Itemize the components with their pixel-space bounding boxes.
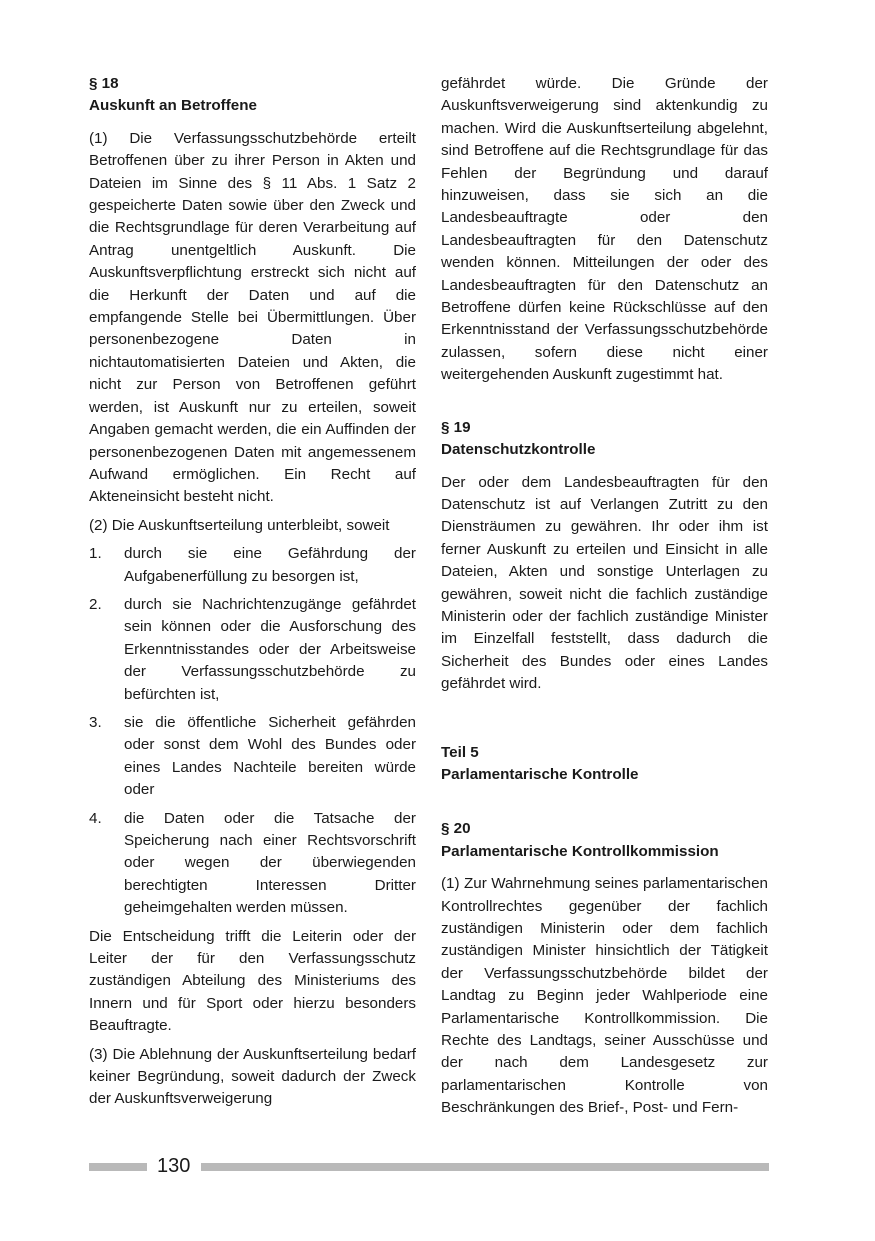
- section-19-title: Datenschutzkontrolle: [441, 441, 596, 459]
- list-item-number: 4.: [89, 809, 102, 827]
- list-item: [89, 543, 416, 588]
- section-18-paragraph-1: (1) Die Verfassungsschutzbehörde erteilt Betroffenen über zu ihrer Person in Akten und Dateien im Sinne des § 11 Abs. 1 Satz 2 gespeicherte Daten sowie über den Zweck und die Rechtsgrundlage für deren Verarbeitung auf Antrag unentgeltlich Auskunft. Die Auskunftsverpflichtung erstreckt sich nicht auf die Herkunft der Daten und auf die empfangende Stelle bei Übermittlungen. Über personenbezogene Daten in nichtautomatisierten Dateien und Akten, die nicht zur Person von Betroffenen geführt werden, ist Auskunft nur zu erteilen, soweit Angaben gemacht werden, die ein Auffinden der personenbezogenen Daten mit angemessenem Aufwand ermöglichen. Ein Recht auf Akteneinsicht besteht nicht.: [89, 129, 416, 506]
- section-19-paragraph: Der oder dem Landesbeauftragten für den Datenschutz ist auf Verlangen Zutritt zu den Diensträumen zu gewähren. Ihr oder ihm ist ferner Auskunft zu erteilen und Einsicht in alle Dateien, Akten und sonstige Unterlagen zu gewähren, soweit nicht die fachlich zuständige Ministerin oder der fachlich zuständige Minister im Einzelfall feststellt, dass dadurch die Sicherheit des Bundes oder eines Landes gefährdet wird.: [441, 473, 768, 693]
- list-item: [89, 808, 416, 920]
- section-18-paragraph-3: Die Entscheidung trifft die Leiterin oder der Leiter der für den Verfassungsschutz zuständigen Abteilung des Ministeriums des Innern und für Sport oder hierzu besonders Beauftragte.: [89, 927, 416, 1035]
- left-column: [89, 73, 416, 1117]
- list-item-number: 1.: [89, 545, 102, 563]
- list-item: [89, 594, 416, 706]
- section-19-heading: [441, 417, 768, 462]
- page-footer: [89, 1153, 769, 1179]
- footer-bar-right: [201, 1163, 769, 1171]
- list-item-number: 2.: [89, 595, 102, 613]
- part-5-number: Teil 5: [441, 743, 479, 761]
- section-19-number: § 19: [441, 418, 471, 436]
- section-18-number: § 18: [89, 75, 119, 92]
- footer-bar-left: [89, 1163, 147, 1171]
- list-item-text: durch sie Nachrichtenzugänge gefährdet sein können oder die Ausforschung des Erkenntnisstandes oder der Arbeitsweise der Verfassungsschutzbehörde zu befürchten ist,: [124, 595, 416, 703]
- section-20-paragraph: (1) Zur Wahrnehmung seines parlamentarischen Kontrollrechtes gegenüber der fachlich zuständigen Ministerin oder dem fachlich zuständigen Minister hinsichtlich der Tätigkeit der Verfassungsschutzbehörde bildet der Landtag zu Beginn jeder Wahlperiode eine Parlamentarische Kontrollkommission. Die Rechte des Landtags, seiner Ausschüsse und der nach dem Landesgesetz zur parlamentarischen Kontrolle von Beschränkungen des Brief-, Post- und Fern-: [441, 875, 768, 1117]
- list-item-text: die Daten oder die Tatsache der Speicherung nach einer Rechtsvorschrift oder wegen der überwiegenden berechtigten Interessen Dritter geheimgehalten werden müssen.: [124, 809, 416, 917]
- section-20-title: Parlamentarische Kontrollkommission: [441, 842, 719, 860]
- list-item-text: durch sie eine Gefährdung der Aufgabenerfüllung zu besorgen ist,: [124, 545, 416, 585]
- right-column: [441, 73, 768, 1126]
- section-18-paragraph-2: (2) Die Auskunftserteilung unterbleibt, soweit: [89, 516, 390, 534]
- section-18-list: [89, 543, 416, 920]
- list-item-number: 3.: [89, 713, 102, 731]
- section-18-heading: [89, 73, 416, 118]
- part-5-title: Parlamentarische Kontrolle: [441, 765, 639, 783]
- list-item-text: sie die öffentliche Sicherheit gefährden oder sonst dem Wohl des Bundes oder eines Landes Nachteile bereiten würde oder: [124, 713, 416, 799]
- list-item: [89, 712, 416, 802]
- section-20-heading: [441, 818, 768, 863]
- page-number: 130: [157, 1155, 191, 1177]
- section-18-title: Auskunft an Betroffene: [89, 97, 257, 115]
- section-18-paragraph-4: (3) Die Ablehnung der Auskunftserteilung bedarf keiner Begründung, soweit dadurch der Zweck der Auskunftsverweigerung: [89, 1045, 416, 1108]
- part-5-heading: [441, 742, 768, 787]
- section-20-number: § 20: [441, 820, 471, 838]
- section-18-continuation: gefährdet würde. Die Gründe der Auskunftsverweigerung sind aktenkundig zu machen. Wird die Auskunftserteilung abgelehnt, sind Betroffene auf die Rechtsgrundlage für das Fehlen der Begründung und darauf hinzuweisen, dass sie sich an die Landesbeauftragte oder den Landesbeauftragten für den Datenschutz wenden können. Mitteilungen der oder des Landesbeauftragten für den Datenschutz an Betroffene dürfen keine Rückschlüsse auf den Erkenntnisstand der Verfassungsschutzbehörde zulassen, sofern diese nicht einer weitergehenden Auskunft zugestimmt hat.: [441, 75, 768, 384]
